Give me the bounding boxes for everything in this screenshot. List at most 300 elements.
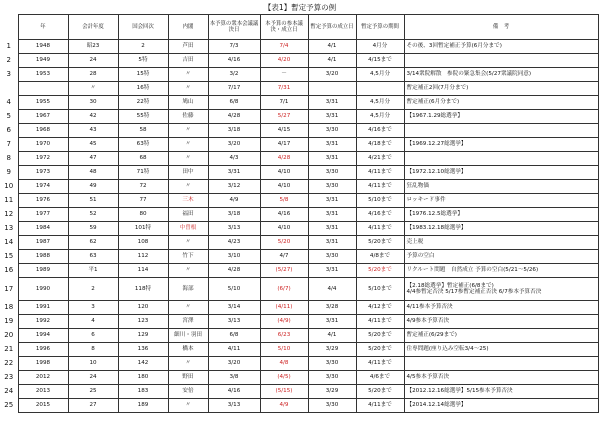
table-cell: 5/20まで xyxy=(356,236,404,250)
note-cell: 【2014.12.14総選挙】 xyxy=(404,399,598,413)
table-row xyxy=(0,315,598,329)
table-cell: 80 xyxy=(118,208,168,222)
note-cell: 暫定補正2回(7月分まで) xyxy=(404,82,598,96)
table-cell: 27 xyxy=(68,399,118,413)
table-cell: 7/4 xyxy=(260,40,308,54)
note-cell xyxy=(404,54,598,68)
table-cell: 福田 xyxy=(168,208,208,222)
row-number xyxy=(0,82,18,96)
table-cell: 4/1 xyxy=(308,40,356,54)
table-cell: 3/30 xyxy=(308,166,356,180)
row-number: 7 xyxy=(6,140,11,149)
table-cell: 49 xyxy=(68,180,118,194)
table-cell: (5/27) xyxy=(260,264,308,278)
table-cell: － xyxy=(260,68,308,82)
table-cell: 3/20 xyxy=(208,138,260,152)
provisional-budget-table xyxy=(0,14,599,413)
table-cell: 15特 xyxy=(118,68,168,82)
table-cell: 4/11まで xyxy=(356,357,404,371)
row-number: 15 xyxy=(4,252,14,261)
column-header: 国会回次 xyxy=(118,15,168,40)
table-cell: 4/9 xyxy=(208,194,260,208)
table-row xyxy=(0,138,598,152)
table-cell: 4/10 xyxy=(260,222,308,236)
table-cell: 3/20 xyxy=(308,68,356,82)
table-row xyxy=(0,399,598,413)
table-cell: 4/23 xyxy=(208,236,260,250)
table-cell: 180 xyxy=(118,371,168,385)
table-cell: 5/20 xyxy=(260,236,308,250)
table-cell: 〃 xyxy=(168,357,208,371)
table-cell: 4/15 xyxy=(260,124,308,138)
row-number: 22 xyxy=(4,359,14,368)
table-cell: 3/31 xyxy=(308,208,356,222)
table-cell: 4/11まで xyxy=(356,222,404,236)
table-cell: 24 xyxy=(68,54,118,68)
table-cell: (4/11) xyxy=(260,301,308,315)
note-cell: 予算の空白 xyxy=(404,250,598,264)
table-cell: 6/8 xyxy=(208,329,260,343)
table-cell: 宮澤 xyxy=(168,315,208,329)
row-number: 5 xyxy=(6,112,11,121)
table-cell: 鳩山 xyxy=(168,96,208,110)
table-cell: 7/3 xyxy=(208,40,260,54)
table-cell: 5/8 xyxy=(260,194,308,208)
table-cell: 4/28 xyxy=(208,264,260,278)
row-number: 16 xyxy=(4,266,14,275)
table-cell: (5/15) xyxy=(260,385,308,399)
table-cell: 安倍 xyxy=(168,385,208,399)
table-cell: 1949 xyxy=(18,54,68,68)
note-cell xyxy=(404,152,598,166)
table-cell: 3/30 xyxy=(308,180,356,194)
table-cell: 3/2 xyxy=(208,68,260,82)
table-cell: 1948 xyxy=(18,40,68,54)
table-cell: 118特 xyxy=(118,278,168,301)
table-cell: 4/11まで xyxy=(356,315,404,329)
table-cell: 1974 xyxy=(18,180,68,194)
note-cell: 売上税 xyxy=(404,236,598,250)
row-number: 13 xyxy=(4,224,14,233)
table-row xyxy=(0,124,598,138)
note-cell: 4/9参本予算否決 xyxy=(404,315,598,329)
table-cell: 吉田 xyxy=(168,54,208,68)
row-number: 25 xyxy=(4,401,14,410)
table-cell: 5/10 xyxy=(260,343,308,357)
table-cell: 6/23 xyxy=(260,329,308,343)
table-cell: 4月分 xyxy=(356,40,404,54)
table-row xyxy=(0,68,598,82)
table-cell: 22特 xyxy=(118,96,168,110)
table-cell: 45 xyxy=(68,138,118,152)
table-cell: 3/10 xyxy=(208,250,260,264)
table-cell: 3/30 xyxy=(308,250,356,264)
table-body xyxy=(0,40,598,413)
row-number: 14 xyxy=(4,238,14,247)
table-cell: 101特 xyxy=(118,222,168,236)
table-cell: 3/8 xyxy=(208,371,260,385)
table-row xyxy=(0,371,598,385)
table-cell: 30 xyxy=(68,96,118,110)
table-cell: 2013 xyxy=(18,385,68,399)
table-cell: 1989 xyxy=(18,264,68,278)
table-cell: 3/31 xyxy=(308,264,356,278)
table-cell: 1970 xyxy=(18,138,68,152)
row-number: 10 xyxy=(4,182,14,191)
table-cell: 1987 xyxy=(18,236,68,250)
table-cell xyxy=(308,82,356,96)
note-cell: 【2012.12.16総選挙】5/15参本予算否決 xyxy=(404,385,598,399)
header-row xyxy=(0,15,598,40)
table-row xyxy=(0,236,598,250)
table-cell: 3/14 xyxy=(208,301,260,315)
table-cell: 3/20 xyxy=(208,357,260,371)
table-row xyxy=(0,250,598,264)
table-cell: 1990 xyxy=(18,278,68,301)
table-row xyxy=(0,208,598,222)
table-cell: 71特 xyxy=(118,166,168,180)
table-cell: 3/30 xyxy=(308,357,356,371)
table-cell: 3/29 xyxy=(308,343,356,357)
row-number: 3 xyxy=(6,70,11,79)
header-blank xyxy=(0,15,18,40)
column-header: 本予算の衆本会議議決日 xyxy=(208,15,260,40)
table-cell: 3/18 xyxy=(208,124,260,138)
table-cell: 4/8まで xyxy=(356,250,404,264)
table-cell: 5/10まで xyxy=(356,194,404,208)
table-cell: 4/1 xyxy=(308,329,356,343)
table-row xyxy=(0,40,598,54)
note-cell: 3/14衆院解散 参院の緊急集会(5/27衆議院同意) xyxy=(404,68,598,82)
row-number: 8 xyxy=(6,154,11,163)
note-cell: 住専問題(座り込み空転3/4～25) xyxy=(404,343,598,357)
note-cell: 暫定補正(6/29まで) xyxy=(404,329,598,343)
table-cell: 〃 xyxy=(168,138,208,152)
table-cell: 112 xyxy=(118,250,168,264)
table-cell: 3/31 xyxy=(308,194,356,208)
column-header: 本予算の参本議決・成立日 xyxy=(260,15,308,40)
note-cell: その後、3回暫定補正予算(6月分まで) xyxy=(404,40,598,54)
row-number: 21 xyxy=(4,345,14,354)
table-cell: 4/3 xyxy=(208,152,260,166)
table-cell: 120 xyxy=(118,301,168,315)
column-header: 年 xyxy=(18,15,68,40)
table-cell: 4/7 xyxy=(260,250,308,264)
table-cell: 2 xyxy=(68,278,118,301)
table-cell: 3/13 xyxy=(208,399,260,413)
table-cell: 〃 xyxy=(168,82,208,96)
row-number: 12 xyxy=(4,210,14,219)
table-cell: 4/15まで xyxy=(356,54,404,68)
table-cell: 6/8 xyxy=(208,96,260,110)
table-cell: 1953 xyxy=(18,68,68,82)
table-cell: 平1 xyxy=(68,264,118,278)
table-cell: 1998 xyxy=(18,357,68,371)
table-cell: 3/13 xyxy=(208,222,260,236)
table-cell: 7/31 xyxy=(260,82,308,96)
table-cell: 4/17 xyxy=(260,138,308,152)
note-cell: 【2.18総選挙】暫定補正(6/8まで) 4/4参暫定否決 5/17参暫定補正否決 6/7参本予算否決 xyxy=(404,278,598,301)
table-cell: 3/31 xyxy=(308,138,356,152)
table-cell: 4/9 xyxy=(260,399,308,413)
table-cell: 183 xyxy=(118,385,168,399)
table-cell: 63特 xyxy=(118,138,168,152)
table-cell: 3/30 xyxy=(308,399,356,413)
table-cell: 竹下 xyxy=(168,250,208,264)
note-cell: 【1972.12.10総選挙】 xyxy=(404,166,598,180)
table-cell: 1996 xyxy=(18,343,68,357)
table-cell: 5/20まで xyxy=(356,329,404,343)
table-cell: 51 xyxy=(68,194,118,208)
table-cell xyxy=(18,82,68,96)
table-cell: 昭23 xyxy=(68,40,118,54)
table-cell: 16特 xyxy=(118,82,168,96)
table-row xyxy=(0,54,598,68)
table-cell: 1977 xyxy=(18,208,68,222)
table-cell: 68 xyxy=(118,152,168,166)
note-cell xyxy=(404,357,598,371)
column-header: 暫定予算の期間 xyxy=(356,15,404,40)
table-cell: 3/31 xyxy=(308,222,356,236)
table-cell: 52 xyxy=(68,208,118,222)
table-cell: 3/30 xyxy=(308,124,356,138)
note-cell xyxy=(404,124,598,138)
table-row xyxy=(0,329,598,343)
row-number: 24 xyxy=(4,387,14,396)
table-cell: 4/16 xyxy=(208,385,260,399)
column-header: 内閣 xyxy=(168,15,208,40)
table-cell: 1973 xyxy=(18,166,68,180)
table-cell: 42 xyxy=(68,110,118,124)
column-header: 暫定予算の成立日 xyxy=(308,15,356,40)
table-cell: 3/31 xyxy=(308,110,356,124)
budget-table-wrap xyxy=(0,14,599,413)
table-cell: 123 xyxy=(118,315,168,329)
table-cell: 4/16まで xyxy=(356,124,404,138)
table-cell: 72 xyxy=(118,180,168,194)
table-cell: 1994 xyxy=(18,329,68,343)
table-cell: 4 xyxy=(68,315,118,329)
table-cell: 5/10 xyxy=(208,278,260,301)
table-cell: 3/31 xyxy=(208,166,260,180)
table-row xyxy=(0,152,598,166)
note-cell: 【1983.12.18総選挙】 xyxy=(404,222,598,236)
table-cell: 4/1 xyxy=(308,54,356,68)
table-cell: 〃 xyxy=(168,399,208,413)
table-cell: 58 xyxy=(118,124,168,138)
note-cell: 【1976.12.5総選挙】 xyxy=(404,208,598,222)
table-row xyxy=(0,357,598,371)
table-row xyxy=(0,110,598,124)
table-cell: 63 xyxy=(68,250,118,264)
table-cell: 2012 xyxy=(18,371,68,385)
table-cell: 芦田 xyxy=(168,40,208,54)
table-cell: 〃 xyxy=(168,180,208,194)
table-cell: 62 xyxy=(68,236,118,250)
table-cell: 細川・羽田 xyxy=(168,329,208,343)
table-cell: 1976 xyxy=(18,194,68,208)
table-row xyxy=(0,96,598,110)
table-cell: 4/11まで xyxy=(356,166,404,180)
table-cell: 4/8 xyxy=(260,357,308,371)
table-row xyxy=(0,385,598,399)
table-cell: 5/20まで xyxy=(356,385,404,399)
table-cell: 4,5月分 xyxy=(356,110,404,124)
table-cell: 4/28 xyxy=(208,110,260,124)
table-cell: 55特 xyxy=(118,110,168,124)
table-cell: 8 xyxy=(68,343,118,357)
table-cell: 1992 xyxy=(18,315,68,329)
row-number: 4 xyxy=(6,98,11,107)
table-cell: 5/20まで xyxy=(356,343,404,357)
table-cell: 4/16まで xyxy=(356,208,404,222)
table-cell: 7/17 xyxy=(208,82,260,96)
table-cell: 3/31 xyxy=(308,152,356,166)
table-row xyxy=(0,194,598,208)
table-cell: 3/28 xyxy=(308,301,356,315)
table-cell: 橋本 xyxy=(168,343,208,357)
table-cell: 4/6まで xyxy=(356,371,404,385)
row-number: 1 xyxy=(6,42,11,51)
table-cell: 3/31 xyxy=(308,96,356,110)
table-cell: 中曽根 xyxy=(168,222,208,236)
table-cell: 4,5月分 xyxy=(356,68,404,82)
table-cell: 3/12 xyxy=(208,180,260,194)
table-row xyxy=(0,180,598,194)
table-cell: 4/11まで xyxy=(356,399,404,413)
table-cell: 3/29 xyxy=(308,385,356,399)
table-cell: (4/9) xyxy=(260,315,308,329)
table-cell: 5/10まで xyxy=(356,278,404,301)
table-cell: (4/5) xyxy=(260,371,308,385)
row-number: 23 xyxy=(4,373,14,382)
table-cell: 〃 xyxy=(168,152,208,166)
table-row xyxy=(0,278,598,301)
table-cell: 48 xyxy=(68,166,118,180)
table-cell: 4/11まで xyxy=(356,180,404,194)
table-cell: 2 xyxy=(118,40,168,54)
row-number: 9 xyxy=(6,168,11,177)
table-row xyxy=(0,166,598,180)
table-cell: 4/12まで xyxy=(356,301,404,315)
table-cell xyxy=(356,82,404,96)
table-cell: 4,5月分 xyxy=(356,96,404,110)
table-row xyxy=(0,264,598,278)
table-cell: 3/13 xyxy=(208,315,260,329)
row-number: 2 xyxy=(6,56,11,65)
table-cell: 5特 xyxy=(118,54,168,68)
table-cell: 3/31 xyxy=(308,315,356,329)
table-cell: 47 xyxy=(68,152,118,166)
table-cell: 43 xyxy=(68,124,118,138)
table-cell: 1967 xyxy=(18,110,68,124)
note-cell: 【1967.1.29総選挙】 xyxy=(404,110,598,124)
table-title: 【表1】暫定予算の例 xyxy=(263,3,337,12)
table-row xyxy=(0,301,598,315)
table-cell: 7/1 xyxy=(260,96,308,110)
row-number: 6 xyxy=(6,126,11,135)
table-cell: 77 xyxy=(118,194,168,208)
table-cell: 4/10 xyxy=(260,166,308,180)
table-cell: 3 xyxy=(68,301,118,315)
table-cell: 〃 xyxy=(168,264,208,278)
table-cell: 4/21まで xyxy=(356,152,404,166)
table-cell: 5/20まで xyxy=(356,264,404,278)
table-cell: 野田 xyxy=(168,371,208,385)
note-cell: 暫定補正(6月分まで) xyxy=(404,96,598,110)
table-cell: 4/4 xyxy=(308,278,356,301)
table-cell: 1955 xyxy=(18,96,68,110)
note-cell: 【1969.12.27総選挙】 xyxy=(404,138,598,152)
table-cell: 1988 xyxy=(18,250,68,264)
row-number: 20 xyxy=(4,331,14,340)
table-cell: 4/28 xyxy=(260,152,308,166)
table-cell: 4/10 xyxy=(260,180,308,194)
table-cell: 1991 xyxy=(18,301,68,315)
table-cell: 25 xyxy=(68,385,118,399)
table-cell: 4/16 xyxy=(260,208,308,222)
table-cell: 〃 xyxy=(168,301,208,315)
note-cell: 4/11参本予算否決 xyxy=(404,301,598,315)
table-cell: 136 xyxy=(118,343,168,357)
row-number: 11 xyxy=(4,196,14,205)
table-cell: 1968 xyxy=(18,124,68,138)
table-cell: 28 xyxy=(68,68,118,82)
table-cell: 108 xyxy=(118,236,168,250)
table-cell: 4/11 xyxy=(208,343,260,357)
table-cell: 24 xyxy=(68,371,118,385)
note-cell: 狂乱物価 xyxy=(404,180,598,194)
note-cell: ロッキード事件 xyxy=(404,194,598,208)
table-cell: 1972 xyxy=(18,152,68,166)
table-cell: 114 xyxy=(118,264,168,278)
table-cell: 3/30 xyxy=(308,371,356,385)
table-cell: 2015 xyxy=(18,399,68,413)
table-cell: 129 xyxy=(118,329,168,343)
table-cell: 4/20 xyxy=(260,54,308,68)
table-cell: 189 xyxy=(118,399,168,413)
table-row xyxy=(0,222,598,236)
row-number: 19 xyxy=(4,317,14,326)
table-cell: 6 xyxy=(68,329,118,343)
column-header: 会計年度 xyxy=(68,15,118,40)
column-header: 備 考 xyxy=(404,15,598,40)
table-cell: 3/18 xyxy=(208,208,260,222)
table-cell: 〃 xyxy=(168,236,208,250)
table-cell: 4/18まで xyxy=(356,138,404,152)
table-cell: 4/16 xyxy=(208,54,260,68)
table-cell: 10 xyxy=(68,357,118,371)
table-cell: 田中 xyxy=(168,166,208,180)
row-number: 17 xyxy=(4,284,14,293)
note-cell: リクルート問題 自然成立 予算の空白(5/21～5/26) xyxy=(404,264,598,278)
row-number: 18 xyxy=(4,303,14,312)
table-row xyxy=(0,82,598,96)
table-cell: 佐藤 xyxy=(168,110,208,124)
table-cell: 59 xyxy=(68,222,118,236)
table-cell: 〃 xyxy=(168,124,208,138)
table-cell: 海部 xyxy=(168,278,208,301)
table-cell: 〃 xyxy=(168,68,208,82)
table-cell: (6/7) xyxy=(260,278,308,301)
table-cell: 〃 xyxy=(68,82,118,96)
table-cell: 1984 xyxy=(18,222,68,236)
table-cell: 142 xyxy=(118,357,168,371)
table-cell: 3/31 xyxy=(308,236,356,250)
table-cell: 三木 xyxy=(168,194,208,208)
table-cell: 5/27 xyxy=(260,110,308,124)
table-row xyxy=(0,343,598,357)
